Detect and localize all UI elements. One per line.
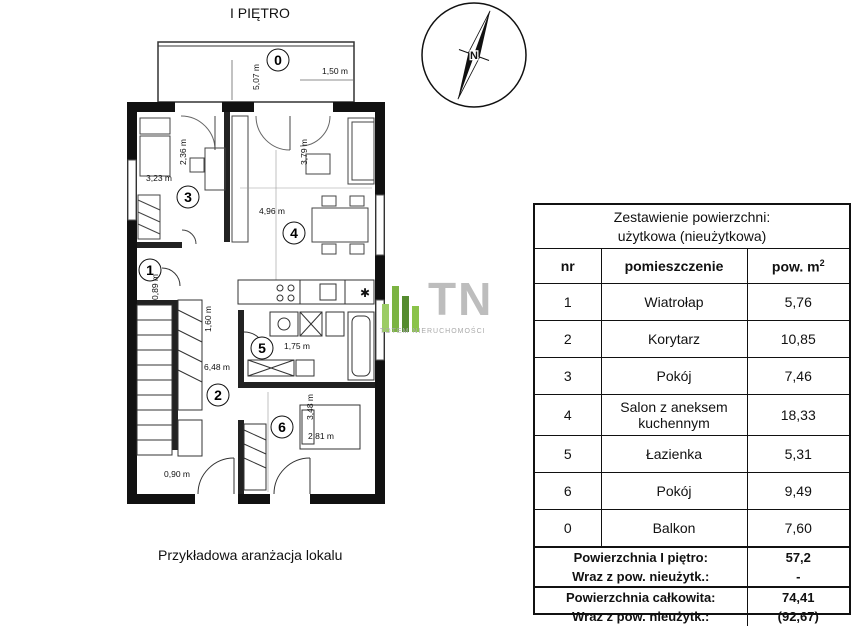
row-room: Wiatrołap (601, 284, 747, 321)
floor-total-value: 57,2 (747, 547, 849, 567)
table-header-row (535, 249, 849, 284)
row-nr: 5 (535, 436, 601, 473)
asterisk-icon: ✱ (360, 286, 371, 300)
total-with-value: (92,67) (747, 607, 849, 626)
room-number-6: 6 (278, 419, 286, 435)
dim-1-60: 1,60 m (203, 306, 213, 332)
row-nr: 1 (535, 284, 601, 321)
row-nr: 0 (535, 510, 601, 548)
floor-with-row (535, 567, 849, 587)
table-row (535, 395, 849, 436)
dim-1-75: 1,75 m (284, 341, 310, 351)
total-value: 74,41 (747, 587, 849, 607)
table-row (535, 436, 849, 473)
row-area: 9,49 (747, 473, 849, 510)
total-with-row (535, 607, 849, 626)
watermark-logo: TN (428, 273, 494, 325)
table-row (535, 510, 849, 548)
watermark-subtitle: TOTEM NIERUCHOMOŚCI (380, 328, 486, 335)
row-room: Pokój (601, 473, 747, 510)
dim-3-48: 3,48 m (305, 394, 315, 420)
row-area: 7,46 (747, 358, 849, 395)
floor-total-row (535, 547, 849, 567)
row-room: Łazienka (601, 436, 747, 473)
row-room: Korytarz (601, 321, 747, 358)
area-table (535, 249, 849, 626)
row-room: Balkon (601, 510, 747, 548)
windows (128, 160, 384, 360)
room-6-furniture (244, 392, 360, 494)
total-with-label: Wraz z pow. nieużytk.: (535, 607, 747, 626)
dim-6-48: 6,48 m (204, 362, 230, 372)
floor-with-label: Wraz z pow. nieużytk.: (535, 567, 747, 587)
row-area: 7,60 (747, 510, 849, 548)
room-number-5: 5 (258, 340, 266, 356)
floor-total-label: Powierzchnia I piętro: (535, 547, 747, 567)
summary-title-line1: Zestawienie powierzchni: (613, 209, 771, 225)
dim-3-79: 3,79 m (299, 139, 309, 165)
row-nr: 3 (535, 358, 601, 395)
room-number-0: 0 (274, 52, 282, 68)
dim-0-90: 0,90 m (164, 469, 190, 479)
dim-2-81: 2,81 m (308, 431, 334, 441)
kitchen-counter (238, 280, 374, 304)
col-header-room: pomieszczenie (601, 249, 747, 284)
room-number-4: 4 (290, 225, 298, 241)
floor-with-value: - (747, 567, 849, 587)
col-header-nr: nr (535, 249, 601, 284)
table-row (535, 284, 849, 321)
dim-0-89: 0,89 m (150, 274, 160, 300)
summary-header (535, 205, 849, 249)
dim-1-50: 1,50 m (322, 66, 348, 76)
table-row (535, 321, 849, 358)
total-label: Powierzchnia całkowita: (535, 587, 747, 607)
row-room: Pokój (601, 358, 747, 395)
watermark (378, 273, 508, 346)
row-nr: 4 (535, 395, 601, 436)
area-summary-table (533, 203, 851, 624)
summary-title-line2: użytkowa (nieużytkowa) (617, 228, 767, 244)
room-number-2: 2 (214, 387, 222, 403)
row-area: 5,76 (747, 284, 849, 321)
row-area: 10,85 (747, 321, 849, 358)
compass-rose (422, 3, 526, 107)
total-row (535, 587, 849, 607)
row-area: 18,33 (747, 395, 849, 436)
dim-5-07: 5,07 m (251, 64, 261, 90)
col-header-area: pow. $m^2$ (747, 249, 849, 284)
watermark-bars-icon (378, 276, 428, 336)
row-area: 5,31 (747, 436, 849, 473)
floor-title: I PIĘTRO (230, 5, 290, 21)
compass-label: N (470, 50, 478, 62)
table-row (535, 358, 849, 395)
dim-2-36: 2,36 m (178, 139, 188, 165)
row-nr: 6 (535, 473, 601, 510)
plan-caption: Przykładowa aranżacja lokalu (158, 547, 343, 563)
row-room: Salon z aneksem kuchennym (601, 395, 747, 436)
dim-3-23: 3,23 m (146, 173, 172, 183)
room-number-1: 1 (146, 262, 154, 278)
room-number-3: 3 (184, 189, 192, 205)
dim-4-96: 4,96 m (259, 206, 285, 216)
row-nr: 2 (535, 321, 601, 358)
table-row (535, 473, 849, 510)
